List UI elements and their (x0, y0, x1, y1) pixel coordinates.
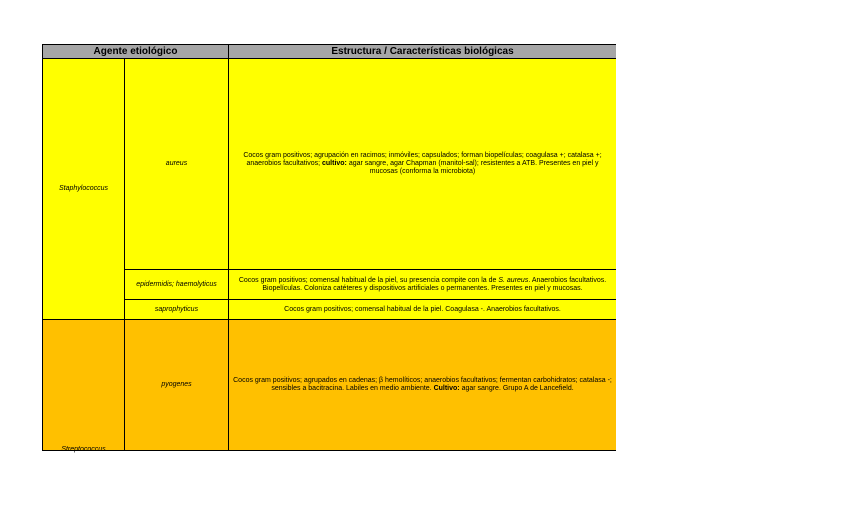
species-aureus[interactable]: aureus (125, 59, 229, 270)
desc-bold: Cultivo: (433, 385, 460, 392)
spreadsheet (42, 44, 616, 454)
desc-aureus[interactable] (229, 59, 617, 270)
desc-text: . Anaerobios facultativos. Biopelículas. Coloniza catéteres y dispositivos artificiales o permanentes. Presentes en piel y mucosas. (262, 276, 607, 292)
desc-text: agar sangre, agar Chapman (manitol-sal); resistentes a ATB. Presentes en piel y mucosas (conforma la microbiota) (346, 160, 599, 175)
genus-staphylococcus[interactable]: Staphylococcus (43, 59, 125, 320)
desc-text: agar sangre. Grupo A de Lancefield. (459, 385, 574, 392)
header-row (43, 45, 617, 59)
genus-streptococcus[interactable] (43, 320, 125, 451)
desc-bold: cultivo: (322, 160, 347, 167)
desc-text: Cocos gram positivos; agrupados en cadenas; β hemolíticos; anaerobios facultativos; fermentan carbohidratos; catalasa -; sensibles a bacitracina. Labiles en medio ambiente. (233, 377, 612, 392)
desc-text: Cocos gram positivos; comensal habitual de la piel, su presencia compite con la de (238, 276, 499, 284)
desc-italic: S. aureus (498, 276, 529, 284)
table-row (43, 59, 617, 270)
table-row (43, 320, 617, 451)
table-row (43, 270, 617, 300)
table-row (43, 300, 617, 320)
species-saprophyticus[interactable]: saprophyticus (125, 300, 229, 320)
header-structure[interactable]: Estructura / Características biológicas (229, 45, 617, 59)
species-pyogenes[interactable]: pyogenes (125, 320, 229, 451)
header-agent[interactable]: Agente etiológico (43, 45, 229, 59)
desc-epidermidis[interactable] (229, 270, 617, 300)
etiology-table (42, 44, 616, 451)
desc-text: Cocos gram positivos; agrupación en racimos; inmóviles; capsulados; forman biopelículas; coagulasa +; catalasa +; anaerobios facultativos; (243, 152, 602, 167)
desc-pyogenes[interactable] (229, 320, 617, 451)
species-epidermidis[interactable]: epidermidis; haemolyticus (125, 270, 229, 300)
desc-saprophyticus[interactable]: Cocos gram positivos; comensal habitual de la piel. Coagulasa -. Anaerobios facultativos. (229, 300, 617, 320)
genus-streptococcus-label: Streptococcus (61, 446, 106, 453)
